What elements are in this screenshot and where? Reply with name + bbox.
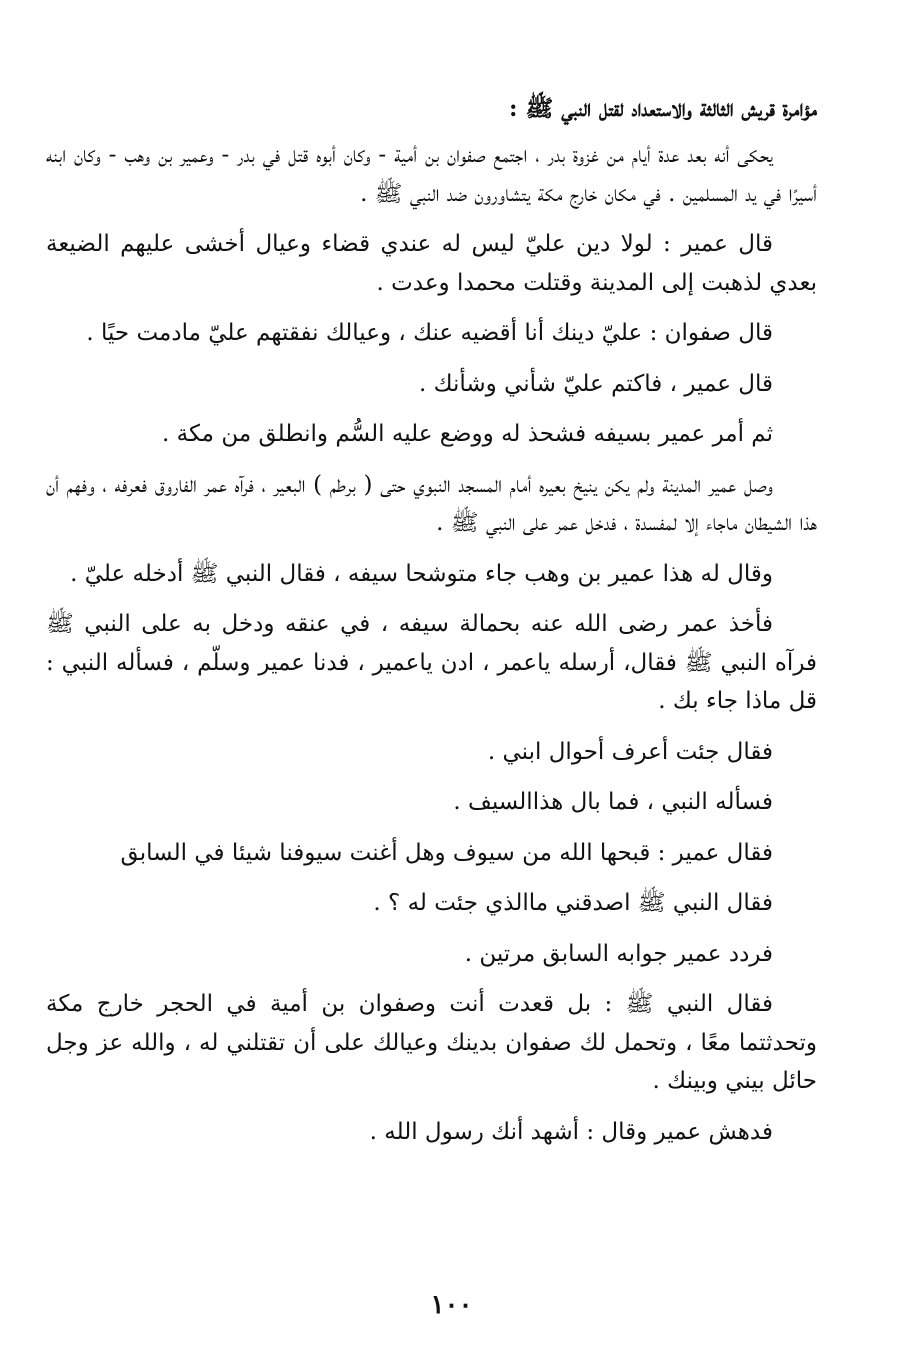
paragraph-9: فقال جئت أعرف أحوال ابني . xyxy=(487,738,773,765)
paragraph-11: فقال عمير : قبحها الله من سيوف وهل أغنت سيوفنا شيئا في السابق xyxy=(120,839,773,866)
paragraph-1: يحكى أنه بعد عدة أيام من غزوة بدر ، اجتمع صفوان بن أمية - وكان أبوه قتل في بدر - وعمير بن وهب - وكان ابنه أسيرًا في يد المسلمين . في مكان خارج مكة يتشاورون ضد النبي ﷺ . xyxy=(46,142,817,207)
section-heading: مؤامرة قريش الثالثة والاستعداد لقتل النبي ﷺ : xyxy=(509,95,817,122)
paragraph-15: فدهش عمير وقال : أشهد أنك رسول الله . xyxy=(369,1118,773,1145)
paragraph-13: فردد عمير جوابه السابق مرتين . xyxy=(464,940,773,967)
paragraph-2: قال عمير : لولا دين عليّ ليس له عندي قضاء وعيال أخشى عليهم الضيعة بعدي لذهبت إلى المدينة وقتلت محمدا وعدت . xyxy=(46,231,817,296)
page-number: ١٠٠ xyxy=(430,1290,473,1320)
paragraph-6: وصل عمير المدينة ولم يكن ينيخ بعيره أمام المسجد النبوي حتى ( برطم ) البعير ، فرآه عمر الفاروق فعرفه ، وفهم أن هذا الشيطان ماجاء إلا لمفسدة ، فدخل عمر على النبي ﷺ . xyxy=(46,471,817,536)
paragraph-3: قال صفوان : عليّ دينك أنا أقضيه عنك ، وعيالك نفقتهم عليّ مادمت حيًا . xyxy=(86,320,773,346)
paragraph-10: فسأله النبي ، فما بال هذاالسيف . xyxy=(453,789,773,815)
paragraph-12: فقال النبي ﷺ اصدقني ماالذي جئت له ؟ . xyxy=(373,890,773,916)
paragraph-7: وقال له هذا عمير بن وهب جاء متوشحا سيفه ، فقال النبي ﷺ أدخله عليّ . xyxy=(70,560,773,587)
paragraph-8: فأخذ عمر رضى الله عنه بحمالة سيفه ، في عنقه ودخل به على النبي ﷺ فرآه النبي ﷺ فقال، أرسله ياعمر ، ادن ياعمير ، فدنا عمير وسلّم ، فسأله النبي : قل ماذا جاء بك . xyxy=(46,611,817,714)
paragraph-4: قال عمير ، فاكتم عليّ شأني وشأنك . xyxy=(418,370,773,397)
paragraph-5: ثم أمر عمير بسيفه فشحذ له ووضع عليه السُّم وانطلق من مكة . xyxy=(162,421,773,447)
paragraph-14: فقال النبي ﷺ : بل قعدت أنت وصفوان بن أمية في الحجر خارج مكة وتحدثتما معًا ، وتحمل لك صفوان بدينك وعيالك على أن تقتلني له ، والله عز وجل حائل بيني وبينك . xyxy=(46,991,817,1094)
